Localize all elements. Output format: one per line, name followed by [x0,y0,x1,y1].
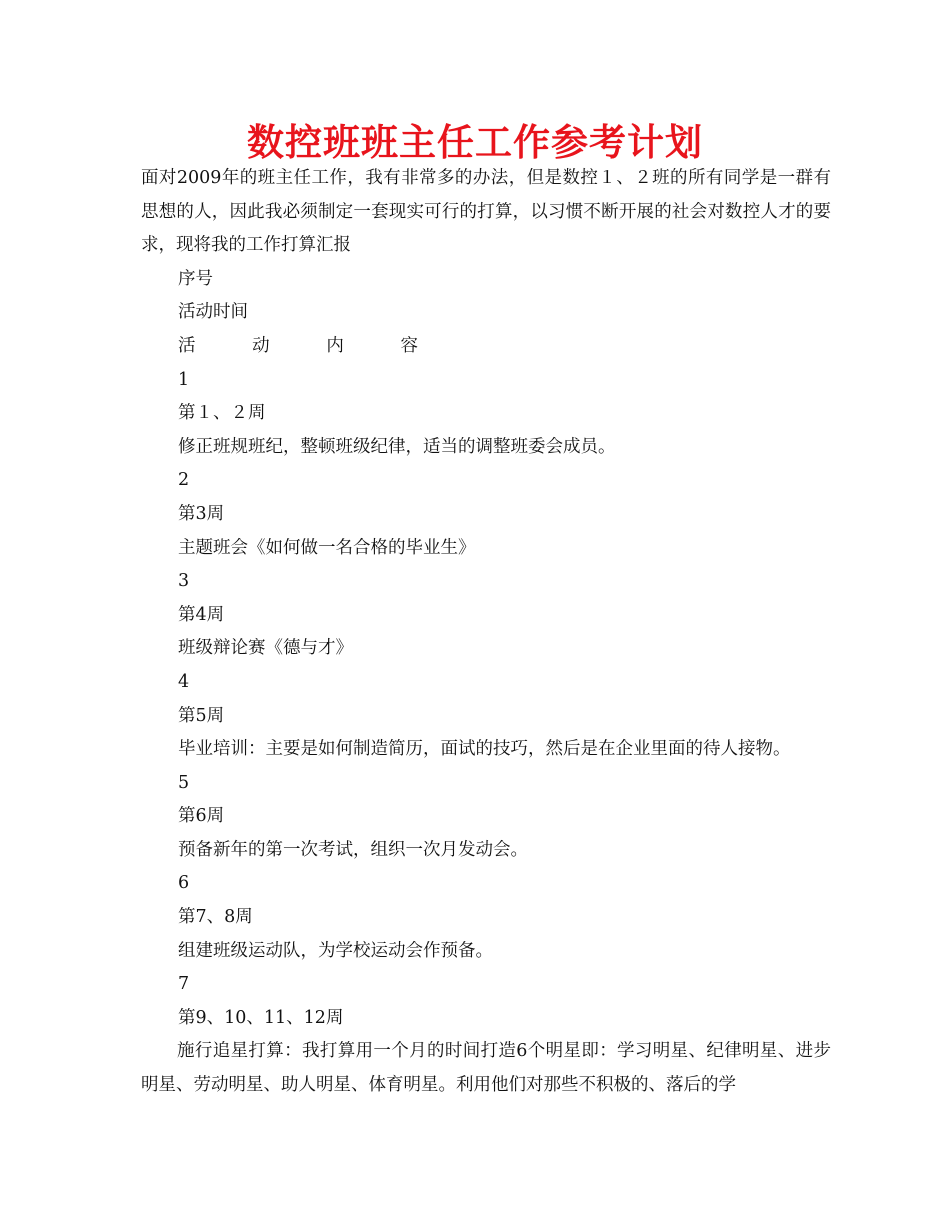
header-content-char: 内 [326,335,344,356]
document-title: 数控班班主任工作参考计划 [247,121,703,164]
header-time: 活动时间 [178,302,248,323]
row-content: 组建班级运动队，为学校运动会作预备。 [178,940,493,961]
row-content: 预备新年的第一次考试，组织一次月发动会。 [178,839,528,860]
header-content-char: 容 [400,335,418,356]
header-index: 序号 [178,268,213,289]
row-time: 第6周 [178,806,225,827]
row-time: 第4周 [178,604,225,625]
row-time: 第7、8周 [178,907,253,928]
header-content-char: 活 [178,335,196,356]
header-content-char: 动 [252,335,270,356]
row-content: 施行追星打算：我打算用一个月的时间打造6个明星即：学习明星、纪律明星、进步明星、劳动明星、助人明星、体育明星。利用他们对那些不积极的、落后的学 [141,1041,831,1096]
document-body [141,162,831,1103]
row-index: 1 [178,369,190,390]
row-index: 6 [178,873,190,894]
row-index: 7 [178,974,190,995]
row-time: 第9、10、11、12周 [178,1007,344,1028]
intro-paragraph: 面对2009年的班主任工作，我有非常多的办法，但是数控１、２班的所有同学是一群有思想的人，因此我必须制定一套现实可行的打算，以习惯不断开展的社会对数控人才的要求，现将我的工作打算汇报 [141,168,831,256]
row-index: 2 [178,470,190,491]
row-content: 主题班会《如何做一名合格的毕业生》 [178,537,476,558]
row-content: 班级辩论赛《德与才》 [178,638,353,659]
row-content: 毕业培训：主要是如何制造简历，面试的技巧，然后是在企业里面的待人接物。 [178,739,791,760]
row-time: 第１、２周 [178,403,266,424]
row-time: 第3周 [178,503,225,524]
row-index: 5 [178,772,190,793]
header-content [141,330,831,364]
row-time: 第5周 [178,705,225,726]
row-content: 修正班规班纪，整顿班级纪律，适当的调整班委会成员。 [178,436,616,457]
row-index: 4 [178,671,190,692]
row-index: 3 [178,571,190,592]
header-content-chars [178,330,418,364]
